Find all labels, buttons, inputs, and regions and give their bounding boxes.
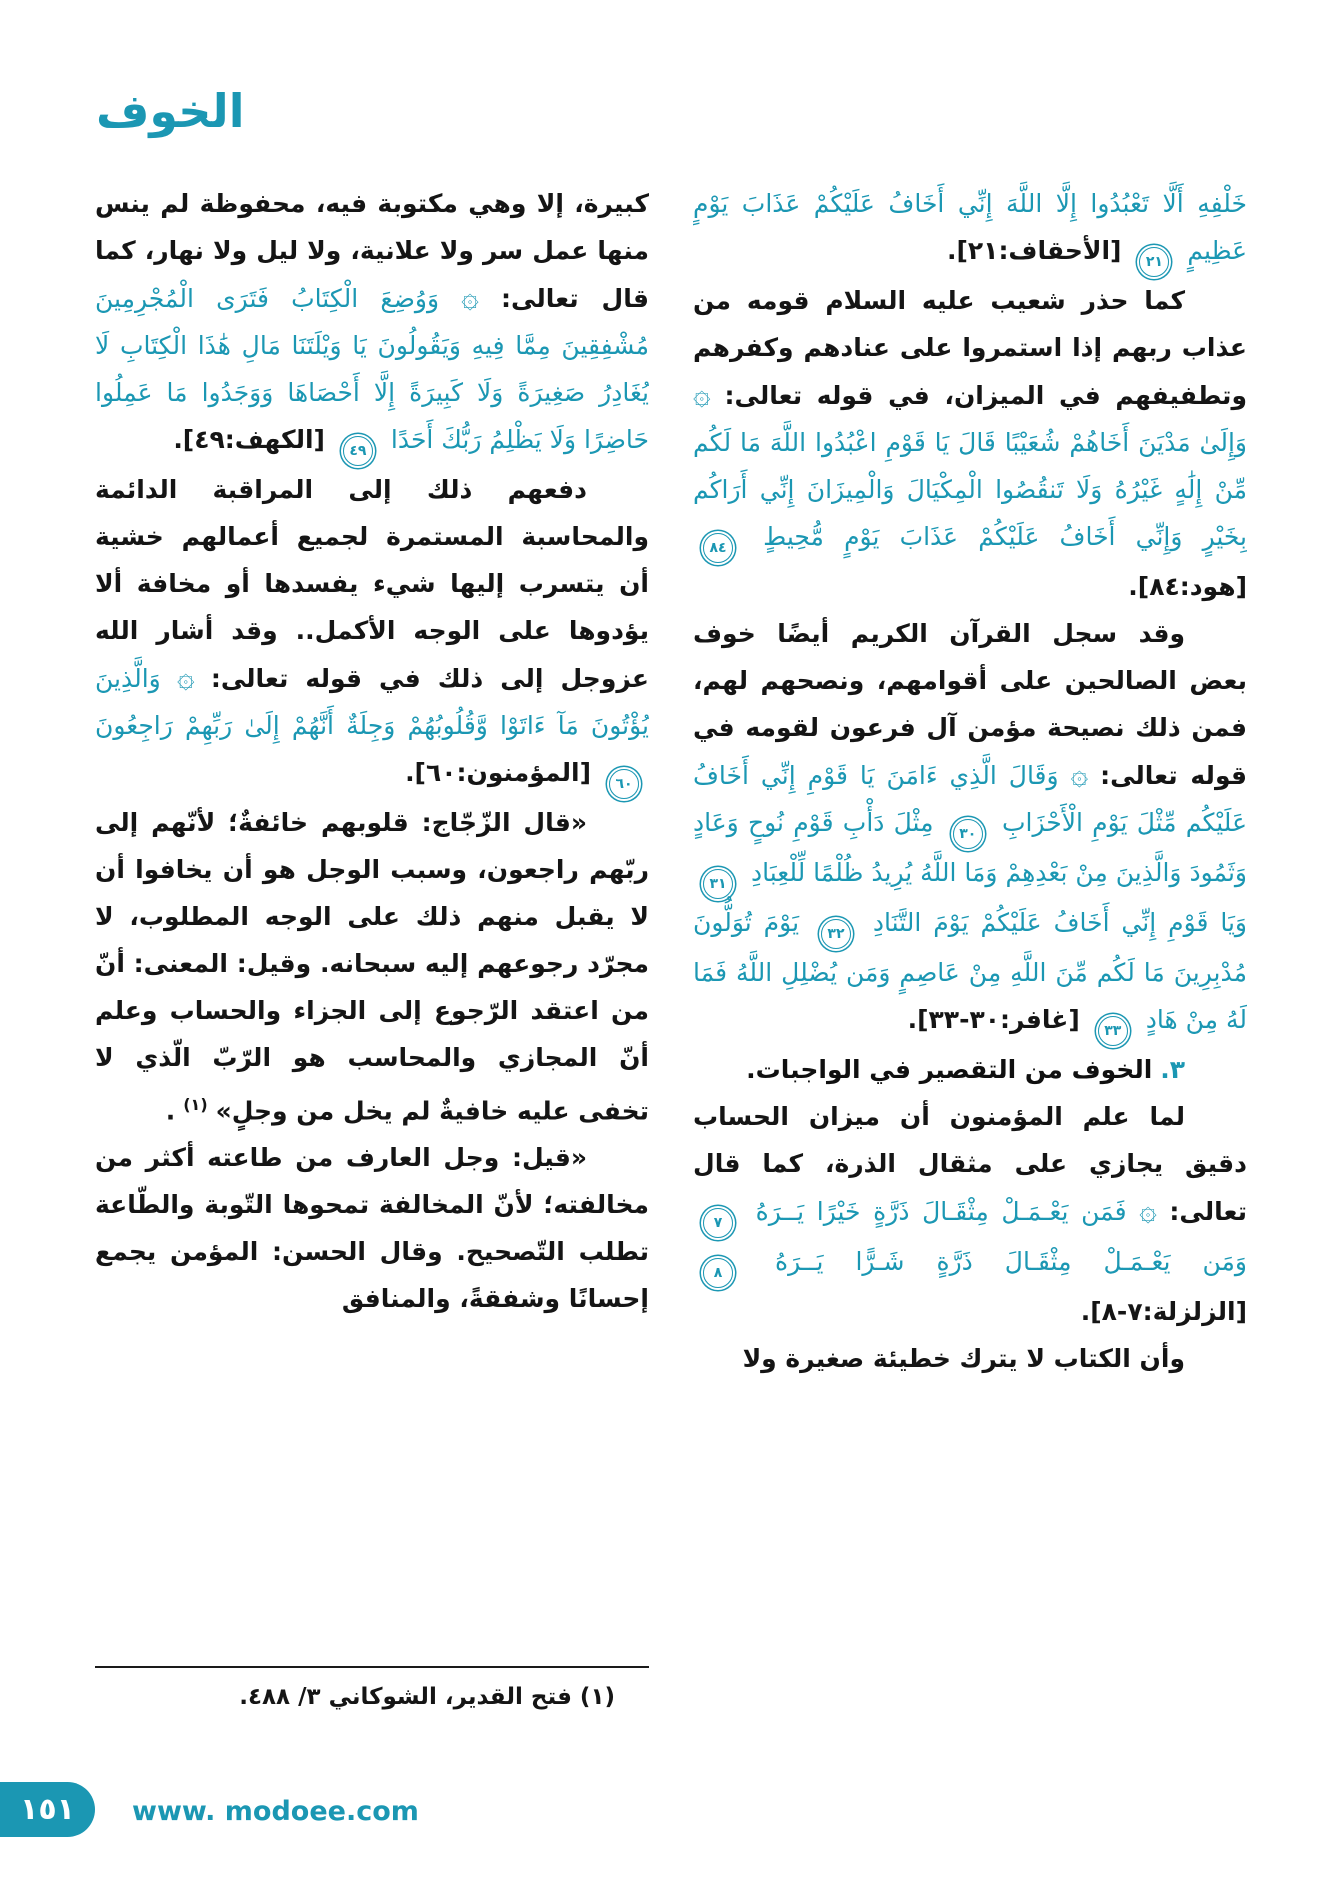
body-text: كما حذر شعيب عليه السلام قومه من عذاب ربهم إذا استمروا على عنادهم وكفرهم وتطفيفهم في الميزان، في قوله تعالى: — [693, 286, 1247, 410]
verse-number-medallion: ٣٣ — [1098, 1016, 1128, 1046]
verse-ornament-icon: ۞ — [1139, 1193, 1157, 1228]
footnote-divider — [95, 1666, 649, 1668]
body-text: وقد سجل القرآن الكريم أيضًا خوف بعض الصالحين على أقوامهم، ونصحهم لهم، فمن ذلك نصيحة مؤمن آل فرعون لقومه في قوله تعالى: — [693, 619, 1247, 790]
verse-number-medallion: ٨٤ — [703, 533, 733, 563]
quran-verse-text: وَإِلَىٰ مَدْيَنَ أَخَاهُمْ شُعَيْبًا قَالَ يَا قَوْمِ اعْبُدُوا اللَّهَ مَا لَكُم مِّنْ إِلَٰهٍ غَيْرُهُ وَلَا تَنقُصُوا الْمِكْيَالَ وَالْمِيزَانَ إِنِّي أَرَاكُم بِخَيْرٍ وَإِنِّي أَخَافُ عَلَيْكُمْ عَذَابَ يَوْمٍ مُّحِيطٍ — [693, 428, 1247, 551]
chapter-title: الخوف — [96, 84, 245, 138]
verse-number-medallion: ٣١ — [703, 869, 733, 899]
verse-number-medallion: ٧ — [703, 1208, 733, 1238]
paragraph — [693, 277, 1247, 610]
text-column-left — [95, 180, 649, 1650]
quran-verse-text: وَوُضِعَ الْكِتَابُ فَتَرَى الْمُجْرِمِينَ مُشْفِقِينَ مِمَّا فِيهِ وَيَقُولُونَ يَا وَيْلَتَنَا مَالِ هَٰذَا الْكِتَابِ لَا يُغَادِرُ صَغِيرَةً وَلَا كَبِيرَةً إِلَّا أَحْصَاهَا وَوَجَدُوا مَا عَمِلُوا حَاضِرًا وَلَا يَظْلِمُ رَبُّكَ أَحَدًا — [95, 284, 649, 454]
section-heading — [693, 1046, 1247, 1093]
page-number: ١٥١ — [20, 1792, 75, 1827]
body-text: «قيل: وجل العارف من طاعته أكثر من مخالفته؛ لأنّ المخالفة تمحوها التّوبة والطّاعة تطلب التّصحيح. وقال الحسن: المؤمن يجمع إحسانًا وشفقةً، والمنافق — [95, 1143, 649, 1314]
verse-reference: [الأحقاف:٢١]. — [946, 236, 1122, 265]
verse-reference: [المؤمنون:٦٠]. — [405, 758, 592, 787]
verse-reference: [الكهف:٤٩]. — [173, 425, 325, 454]
footnote-section — [95, 1666, 649, 1710]
verse-ornament-icon: ۞ — [1070, 757, 1089, 792]
verse-number-medallion: ٣٠ — [953, 819, 983, 849]
body-text: لما علم المؤمنون أن ميزان الحساب دقيق يجازي على مثقال الذرة، كما قال تعالى: — [693, 1102, 1247, 1226]
body-text: . — [165, 1096, 176, 1126]
paragraph — [693, 180, 1247, 277]
quran-verse-text: وَيَا قَوْمِ إِنِّي أَخَافُ عَلَيْكُمْ يَوْمَ التَّنَادِ — [872, 908, 1247, 937]
paragraph — [693, 610, 1247, 1046]
quran-verse-text: يَوْمَ تُوَلُّونَ مُدْبِرِينَ مَا لَكُم مِّنَ اللَّهِ مِنْ عَاصِمٍ وَمَن يُضْلِلِ اللَّهُ فَمَا لَهُ مِنْ هَادٍ — [693, 908, 1247, 1034]
body-text: كبيرة، إلا وهي مكتوبة فيه، محفوظة لم ينس منها عمل سر ولا علانية، ولا ليل ولا نهار، كما قال تعالى: — [95, 189, 649, 313]
quran-verse-text: وَالَّذِينَ يُؤْتُونَ مَآ ءَاتَوْا وَّقُلُوبُهُمْ وَجِلَةٌ أَنَّهُمْ إِلَىٰ رَبِّهِمْ رَاجِعُونَ — [95, 664, 649, 740]
heading-number: ٣. — [1160, 1055, 1185, 1084]
quran-verse-text: خَلْفِهِ أَلَّا تَعْبُدُوا إِلَّا اللَّهَ إِنِّي أَخَافُ عَلَيْكُمْ عَذَابَ يَوْمٍ عَظِيمٍ — [693, 189, 1247, 265]
footnote-marker: (١) — [183, 1095, 208, 1114]
paragraph — [95, 1134, 649, 1322]
verse-reference: [غافر:٣٠-٣٣]. — [907, 1005, 1080, 1034]
quran-verse-text: مِثْلَ دَأْبِ قَوْمِ نُوحٍ وَعَادٍ وَثَمُودَ وَالَّذِينَ مِنْ بَعْدِهِمْ وَمَا اللَّهُ يُرِيدُ ظُلْمًا لِّلْعِبَادِ — [693, 808, 1247, 887]
paragraph — [95, 180, 649, 466]
quran-verse-text: فَمَن يَعْـمَـلْ مِثْقَـالَ ذَرَّةٍ خَيْرًا يَــرَهُ — [755, 1197, 1127, 1226]
verse-number-medallion: ٦٠ — [609, 769, 639, 799]
verse-number-medallion: ٢١ — [1139, 247, 1169, 277]
verse-ornament-icon: ۞ — [693, 377, 711, 412]
heading-text: الخوف من التقصير في الواجبات. — [746, 1055, 1153, 1084]
quran-verse-text: وَمَن يَعْـمَـلْ مِثْقَـالَ ذَرَّةٍ شَـرًّا يَــرَهُ — [775, 1247, 1247, 1276]
verse-number-medallion: ٨ — [703, 1258, 733, 1288]
website-text: www. modoee.com — [132, 1796, 419, 1827]
paragraph — [693, 1335, 1247, 1382]
verse-reference: [الزلزلة:٧-٨]. — [1080, 1297, 1247, 1326]
body-text: دفعهم ذلك إلى المراقبة الدائمة والمحاسبة المستمرة لجميع أعمالهم خشية أن يتسرب إليها شيء يفسدها أو مخافة ألا يؤدوها على الوجه الأكمل.. وقد أشار الله عزوجل إلى ذلك في قوله تعالى: — [95, 475, 649, 693]
paragraph — [693, 1093, 1247, 1335]
paragraph — [95, 799, 649, 1134]
verse-ornament-icon: ۞ — [461, 280, 479, 315]
verse-number-medallion: ٤٩ — [343, 436, 373, 466]
text-column-right — [693, 180, 1247, 1780]
body-text: وأن الكتاب لا يترك خطيئة صغيرة ولا — [742, 1344, 1185, 1373]
footnote-text: (١) فتح القدير، الشوكاني ٣/ ٤٨٨. — [239, 1684, 615, 1710]
verse-reference: [هود:٨٤]. — [1128, 572, 1247, 601]
body-text: «قال الزّجّاج: قلوبهم خائفةٌ؛ لأنّهم إلى ربّهم راجعون، وسبب الوجل هو أن يخافوا أن لا يقبل منهم ذلك على الوجه المطلوب، لا مجرّد رجوعهم إليه سبحانه. وقيل: المعنى: أنّ من اعتقد الرّجوع إلى الجزاء والحساب وعلم أنّ المجازي والمحاسب هو الرّبّ الّذي لا تخفى عليه خافيةٌ لم يخل من وجلٍ» — [95, 808, 649, 1126]
verse-ornament-icon: ۞ — [177, 660, 195, 695]
page-number-badge — [0, 1782, 95, 1837]
verse-number-medallion: ٣٢ — [821, 919, 851, 949]
quran-verse-text: وَقَالَ الَّذِي ءَامَنَ يَا قَوْمِ إِنِّي أَخَافُ عَلَيْكُم مِّثْلَ يَوْمِ الْأَحْزَابِ — [693, 761, 1247, 837]
paragraph — [95, 466, 649, 799]
